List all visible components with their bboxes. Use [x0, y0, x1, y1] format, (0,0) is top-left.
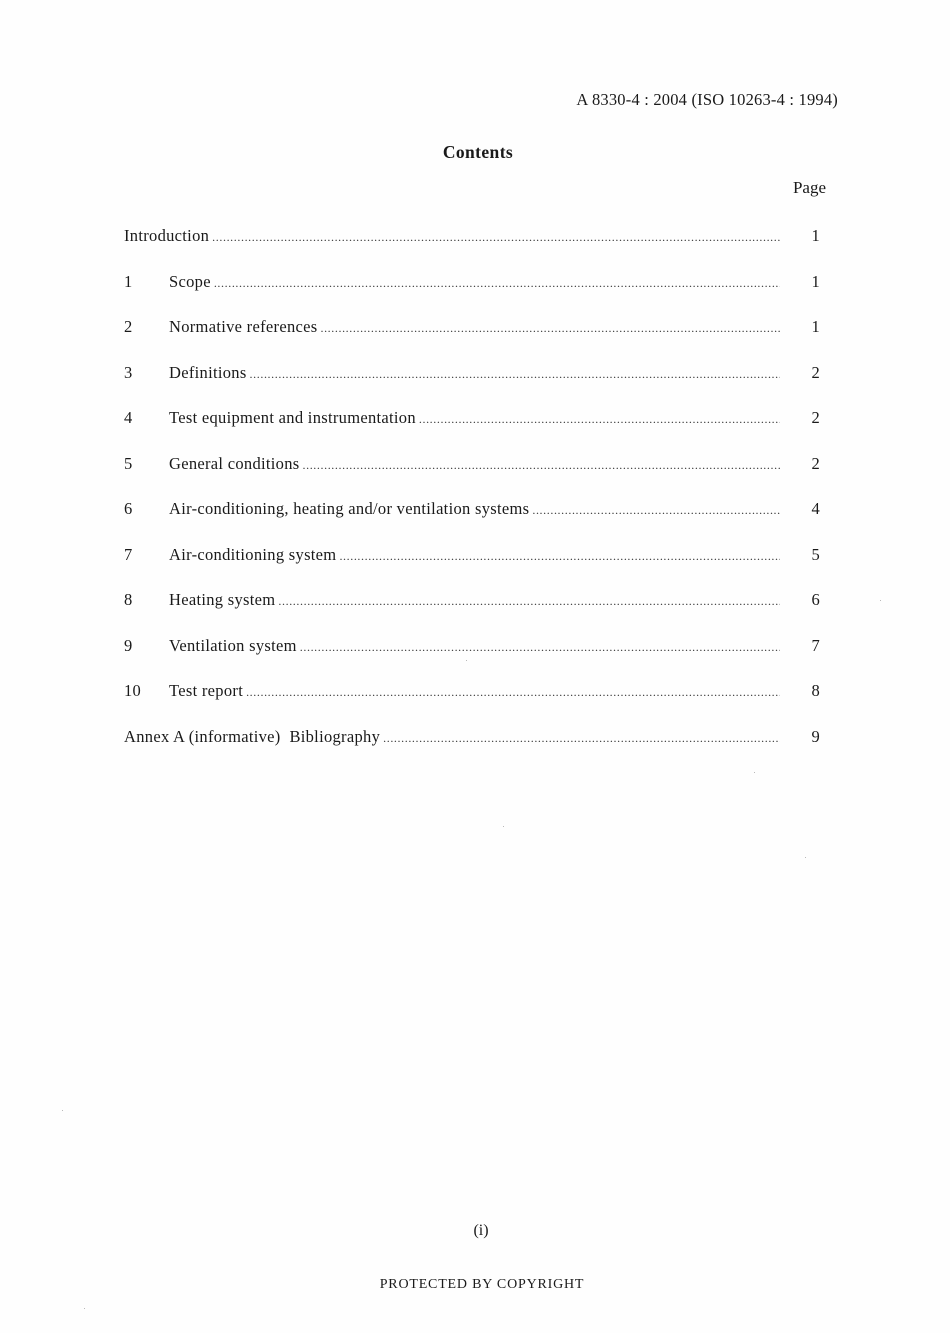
copyright-notice: PROTECTED BY COPYRIGHT: [379, 1277, 585, 1292]
toc-entry-page: 7: [811, 635, 820, 655]
dot-leader: [246, 685, 780, 700]
toc-entry-title: Introduction: [124, 226, 210, 245]
toc-entry-title: Heating system: [169, 590, 276, 609]
toc-entry-scope[interactable]: [124, 272, 820, 318]
page-column-label: Page: [792, 178, 826, 197]
toc-entry-title: Annex A (informative) Bibliography: [124, 726, 381, 746]
toc-entry-introduction[interactable]: [124, 226, 820, 272]
dot-leader: [212, 230, 780, 245]
toc-entry-title: Test report: [169, 681, 244, 700]
toc-entry-page: 1: [811, 271, 820, 291]
dot-leader: [383, 731, 780, 746]
toc-entry-title: Definitions: [169, 362, 247, 382]
dot-leader: [303, 458, 781, 473]
toc-entry-general-conditions[interactable]: [124, 454, 820, 500]
dot-leader: [339, 549, 780, 564]
toc-entry-page: 5: [811, 544, 820, 564]
toc-entry-number: 4: [124, 408, 133, 427]
toc-entry-title: General conditions: [169, 453, 300, 473]
dot-leader: [278, 594, 780, 609]
dot-leader: [419, 412, 780, 427]
scan-speck: [880, 600, 881, 601]
toc-entry-number: 9: [124, 635, 133, 655]
toc-entry-page: 6: [811, 590, 820, 609]
toc-entry-hvac-systems[interactable]: [124, 499, 820, 545]
table-of-contents: [124, 226, 820, 772]
toc-entry-definitions[interactable]: [124, 363, 820, 409]
toc-entry-page: 2: [811, 408, 820, 427]
scan-speck: [805, 857, 806, 858]
toc-entry-title: Normative references: [169, 317, 318, 336]
toc-entry-page: 4: [811, 499, 820, 518]
scan-speck: [754, 772, 755, 773]
toc-entry-number: 10: [124, 681, 142, 700]
toc-entry-number: 1: [124, 271, 133, 291]
toc-entry-page: 1: [811, 317, 820, 336]
scan-speck: [503, 826, 504, 827]
page-folio: (i): [473, 1222, 489, 1239]
toc-entry-number: 6: [124, 499, 133, 518]
dot-leader: [250, 367, 780, 382]
toc-entry-title: Test equipment and instrumentation: [169, 408, 416, 427]
toc-entry-heating-system[interactable]: [124, 590, 820, 636]
toc-entry-page: 9: [811, 726, 820, 746]
dot-leader: [214, 276, 780, 291]
toc-entry-page: 1: [811, 226, 820, 245]
toc-entry-ventilation-system[interactable]: [124, 636, 820, 682]
toc-entry-title: Air-conditioning system: [169, 544, 337, 564]
toc-entry-page: 2: [811, 362, 820, 382]
scan-speck: [62, 1110, 63, 1111]
toc-entry-test-report[interactable]: [124, 681, 820, 727]
toc-entry-title: Scope: [169, 271, 211, 291]
toc-entry-title: Ventilation system: [169, 635, 297, 655]
toc-entry-page: 2: [811, 453, 820, 473]
contents-heading: Contents: [442, 142, 514, 162]
scan-speck: [466, 660, 467, 661]
toc-entry-number: 7: [124, 544, 133, 564]
dot-leader: [532, 503, 780, 518]
dot-leader: [300, 640, 780, 655]
toc-entry-number: 8: [124, 590, 133, 609]
dot-leader: [320, 321, 780, 336]
toc-entry-number: 2: [124, 317, 133, 336]
document-reference: A 8330-4 : 2004 (ISO 10263-4 : 1994): [576, 90, 838, 109]
toc-entry-title: Air-conditioning, heating and/or ventilation systems: [169, 499, 530, 518]
toc-entry-air-conditioning-system[interactable]: [124, 545, 820, 591]
toc-entry-annex-a[interactable]: [124, 727, 820, 773]
toc-entry-normative-references[interactable]: [124, 317, 820, 363]
scan-speck: [84, 1308, 85, 1309]
toc-entry-page: 8: [811, 681, 820, 700]
toc-entry-test-equipment[interactable]: [124, 408, 820, 454]
toc-entry-number: 5: [124, 453, 133, 473]
toc-entry-number: 3: [124, 362, 133, 382]
